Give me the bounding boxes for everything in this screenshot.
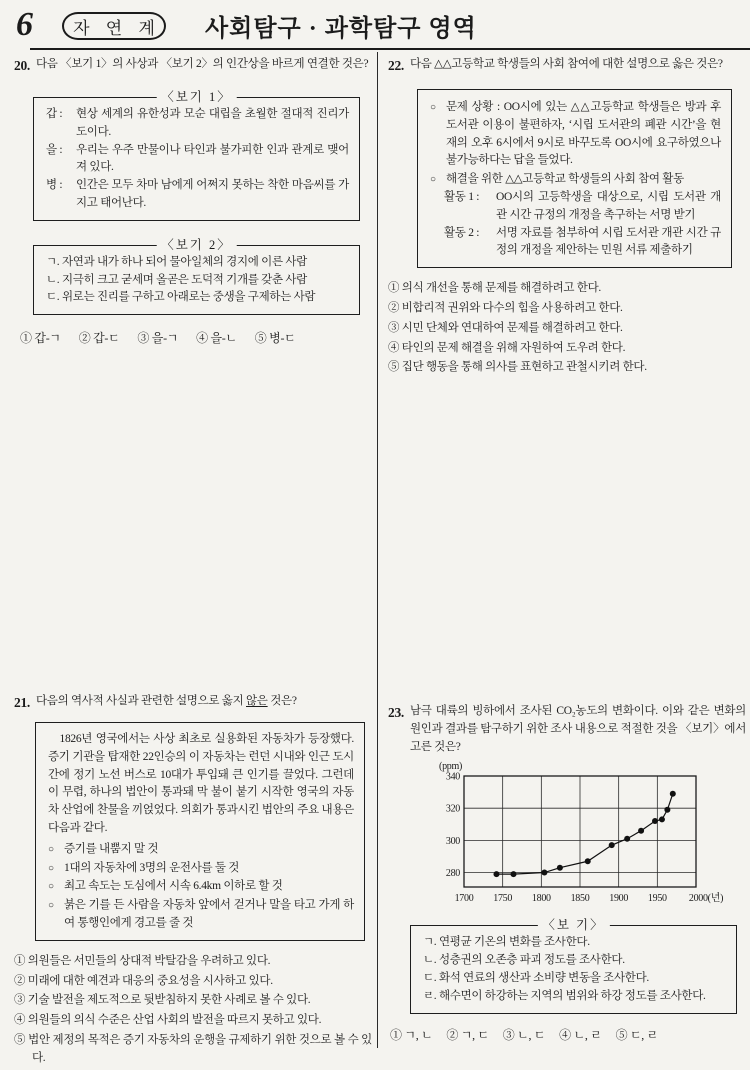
q23-choice-5: ⑤ ㄷ, ㄹ [615, 1027, 658, 1042]
q23-choice-1: ① ㄱ, ㄴ [390, 1027, 433, 1042]
question-22 [388, 56, 746, 377]
question-20 [14, 56, 372, 348]
circle-bullet: ○ [48, 843, 54, 855]
q20-choice-1: ① 갑-ㄱ [20, 331, 61, 346]
question-20-number: 20. [14, 58, 30, 73]
svg-text:1800: 1800 [531, 893, 551, 905]
q22-choices [388, 280, 746, 377]
svg-text:320: 320 [445, 804, 460, 816]
question-23-stem [388, 703, 746, 756]
q21-choice-1: ① 의원들은 서민들의 상대적 박탈감을 우려하고 있다. [14, 954, 271, 967]
circle-bullet: ○ [48, 900, 54, 912]
q23-choice-3: ③ ㄴ, ㄷ [502, 1027, 546, 1042]
left-column [14, 56, 372, 1064]
question-21-stem [14, 693, 372, 714]
q22-choice-1: ① 의식 개선을 통해 문제를 해결하려고 한다. [388, 282, 601, 295]
circle-bullet: ○ [430, 101, 436, 113]
q21-choice-5: ⑤ 법안 제정의 목적은 증기 자동차의 운행을 규제하기 위한 것으로 볼 수 있다. [14, 1034, 372, 1064]
circle-bullet: ○ [48, 862, 54, 874]
q22-activity-1: 활동 1 : OO시의 고등학생을 대상으로, 시립 도서관 개관 시간 규정의 개정을 촉구하는 서명 받기 [444, 190, 721, 221]
q21-choice-2: ② 미래에 대한 예견과 대응의 중요성을 시사하고 있다. [14, 974, 273, 987]
header-rule [30, 48, 750, 50]
q20-choices [20, 329, 372, 348]
q20-boki1-item: 갑 : 현상 세계의 유한성과 모순 대립을 초월한 절대적 진리가 도이다. [46, 107, 349, 138]
question-23-text: 남극 대륙의 빙하에서 조사된 CO₂농도의 변화이다. 이와 같은 변화의 원인과 결과를 탐구하기 위한 조사 내용으로 적절한 것을 〈보기〉에서 고른 것은? [409, 705, 746, 753]
q21-choice-3: ③ 기술 발전을 제도적으로 뒷받침하지 못한 사례로 볼 수 있다. [14, 994, 311, 1007]
q20-boki2-item: ㄱ. 자연과 내가 하나 되어 물아일체의 경지에 이른 사람 [46, 255, 307, 268]
q23-boki-box [410, 918, 737, 1013]
question-23 [388, 703, 746, 1044]
q22-situation-box [417, 89, 732, 268]
q22-problem-text: OO시에 있는 △△고등학교 학생들은 방과 후 도서관 이용이 불편하자, ‘시립 도서관의 폐관 시간’을 현재의 오후 6시에서 9시로 바꾸도록 OO시에 요구하였으나 불가능하다는 답을 들었다. [446, 100, 722, 167]
right-column [388, 56, 746, 1050]
q20-boki1-title: 〈보기 1〉 [156, 88, 237, 107]
q20-boki1-item: 병 : 인간은 모두 차마 남에게 어쩌지 못하는 착한 마음씨를 가지고 태어난다. [46, 179, 349, 209]
q23-choice-2: ② ㄱ, ㄷ [446, 1027, 489, 1042]
q20-choice-4: ④ 을-ㄴ [196, 331, 237, 346]
svg-text:(ppm): (ppm) [439, 761, 462, 773]
q22-choice-2: ② 비합리적 권위와 다수의 힘을 사용하려고 한다. [388, 302, 623, 315]
q20-boki1-item: 을 : 우리는 우주 만물이나 타인과 불가피한 인과 관계로 맺어져 있다. [46, 143, 349, 174]
question-20-text: 다음 〈보기 1〉의 사상과 〈보기 2〉의 인간상을 바르게 연결한 것은? [35, 58, 369, 70]
question-21-number: 21. [14, 695, 30, 710]
track-badge-label: 자 연 계 [73, 18, 161, 38]
question-21-text: 다음의 역사적 사실과 관련한 설명으로 옳지 않은 것은? [35, 695, 297, 707]
column-divider [377, 52, 378, 1048]
question-21 [14, 693, 372, 1070]
co2-chart [426, 760, 726, 908]
q20-choice-2: ② 갑-ㄷ [78, 331, 120, 346]
q23-choice-4: ④ ㄴ, ㄹ [559, 1027, 602, 1042]
svg-text:280: 280 [445, 868, 460, 880]
svg-text:1750: 1750 [493, 893, 513, 905]
q22-choice-4: ④ 타인의 문제 해결을 위해 자원하여 도우려 한다. [388, 341, 626, 354]
q20-choice-3: ③ 을-ㄱ [137, 331, 179, 346]
q21-rule-item: ○ 증기를 내뿜지 말 것 [48, 841, 354, 859]
q22-problem-item [430, 99, 721, 170]
q20-boki2-title: 〈보기 2〉 [156, 236, 237, 255]
q20-boki2-item: ㄷ. 위로는 진리를 구하고 아래로는 중생을 구제하는 사람 [46, 291, 316, 304]
q23-boki-item: ㄴ. 성층권의 오존층 파괴 정도를 조사한다. [423, 954, 625, 967]
q22-solution-item [430, 171, 721, 189]
circle-bullet: ○ [48, 881, 54, 893]
svg-text:1950: 1950 [647, 893, 667, 905]
track-badge [62, 12, 166, 40]
svg-text:1850: 1850 [570, 893, 590, 905]
q21-rule-item: ○ 최고 속도는 도심에서 시속 6.4km 이하로 할 것 [48, 878, 354, 896]
q21-rule-item: ○ 붉은 기를 든 사람을 자동차 앞에서 걷거나 말을 타고 가게 하여 통행인에게 경고를 줄 것 [48, 899, 354, 930]
underlined-word: 않은 [246, 695, 268, 707]
circle-bullet: ○ [430, 174, 436, 186]
question-20-stem [14, 56, 372, 77]
svg-text:340: 340 [445, 771, 460, 783]
q21-passage: 1826년 영국에서는 사상 최초로 실용화된 자동차가 등장했다. 증기 기관을 탑재한 22인승의 이 자동차는 런던 시내와 인근 도시간에 정기 노선 버스로 10대가 투입돼 큰 인기를 끌었다. 그런데 이 무렵, 하나의 법안이 통과돼 막 불이 붙기 시작한 영국의 자동차 산업에 찬물을 끼얹었다. 의회가 통과시킨 법안의 주요 내용은 다음과 같다. [48, 732, 354, 834]
q22-problem-label: 문제 상황 : [446, 100, 500, 113]
svg-text:1900: 1900 [609, 893, 629, 905]
svg-text:2000(년): 2000(년) [688, 893, 724, 905]
q23-boki-item: ㄱ. 연평균 기온의 변화를 조사한다. [423, 936, 590, 949]
question-23-number: 23. [388, 705, 404, 720]
q22-choice-3: ③ 시민 단체와 연대하여 문제를 해결하려고 한다. [388, 321, 623, 334]
svg-text:1700: 1700 [454, 893, 474, 905]
page-header [0, 0, 750, 50]
q23-boki-item: ㄷ. 화석 연료의 생산과 소비량 변동을 조사한다. [423, 971, 649, 984]
svg-text:300: 300 [445, 836, 460, 848]
co2-chart-wrap [426, 760, 746, 915]
q21-rule-item: ○ 1대의 자동차에 3명의 운전사를 둘 것 [48, 860, 354, 878]
q23-choices [390, 1026, 746, 1045]
page-number: 6 [16, 6, 33, 43]
question-22-text: 다음 △△고등학교 학생들의 사회 참여에 대한 설명으로 옳은 것은? [409, 58, 723, 70]
q20-choice-5: ⑤ 병-ㄷ [254, 331, 296, 346]
q22-solution-text: 해결을 위한 △△고등학교 학생들의 사회 참여 활동 [446, 173, 684, 186]
question-22-stem [388, 56, 746, 77]
q20-boki2-box [33, 237, 360, 315]
q23-boki-title: 〈보 기〉 [537, 916, 609, 935]
q21-passage-box [35, 722, 365, 941]
section-title: 사회탐구 · 과학탐구 영역 [205, 16, 477, 42]
q22-choice-5: ⑤ 집단 행동을 통해 의사를 표현하고 관철시키려 한다. [388, 361, 647, 374]
q23-boki-item: ㄹ. 해수면이 하강하는 지역의 범위와 하강 정도를 조사한다. [423, 989, 706, 1002]
q21-choice-4: ④ 의원들의 의식 수준은 산업 사회의 발전을 따르지 못하고 있다. [14, 1014, 322, 1027]
q21-choices [14, 953, 372, 1068]
q20-boki1-box [33, 89, 360, 221]
q22-activity-2: 활동 2 : 서명 자료를 첨부하여 시립 도서관 개관 시간 규정의 개정을 제안하는 민원 서류 제출하기 [444, 226, 721, 257]
q20-boki2-item: ㄴ. 지극히 크고 굳세며 올곧은 도덕적 기개를 갖춘 사람 [46, 273, 307, 286]
question-22-number: 22. [388, 58, 404, 73]
